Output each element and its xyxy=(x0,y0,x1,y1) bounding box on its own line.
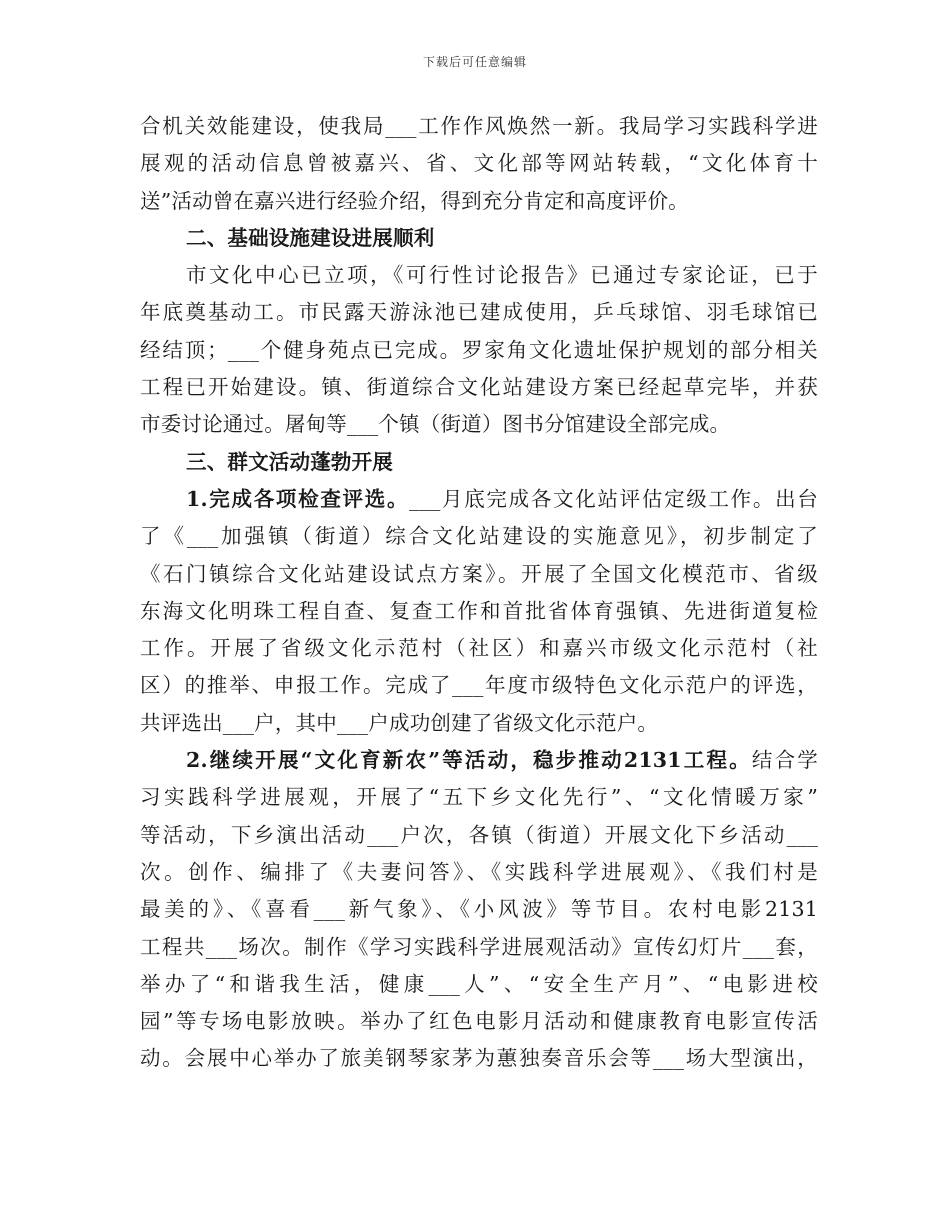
paragraph-line: 工程共___场次。制作《学习实践科学进展观活动》宣传幻灯片___套， xyxy=(140,934,818,959)
paragraph-text: ___月底完成各文化站评估定级工作。出台 xyxy=(409,486,818,511)
paragraph-line: 习实践科学进展观，开展了“五下乡文化先行”、“文化情暖万家” xyxy=(140,785,818,810)
paragraph-line xyxy=(140,481,818,518)
subsection-heading-inspection: 1.完成各项检查评选。 xyxy=(186,486,410,511)
paragraph-line: 市委讨论通过。屠甸等___个镇（街道）图书分馆建设全部完成。 xyxy=(140,412,731,437)
paragraph-line: 送”活动曾在嘉兴进行经验介绍，得到充分肯定和高度评价。 xyxy=(140,188,689,213)
subsection-heading-new-farmers: 2.继续开展“文化育新农”等活动，稳步推动2131工程。 xyxy=(186,748,752,773)
paragraph-line: 《石门镇综合文化站建设试点方案》。开展了全国文化模范市、省级 xyxy=(140,561,818,586)
paragraph-line: 动。会展中心举办了旅美钢琴家茅为蕙独奏音乐会等___场大型演出， xyxy=(140,1046,818,1071)
document-body xyxy=(140,108,818,1078)
paragraph-line: 工程已开始建设。镇、街道综合文化站建设方案已经起草完毕，并获 xyxy=(140,375,818,400)
paragraph-line: 市文化中心已立项，《可行性讨论报告》已通过专家论证，已于 xyxy=(186,263,818,288)
paragraph-line: 合机关效能建设，使我局___工作作风焕然一新。我局学习实践科学进 xyxy=(140,114,818,138)
paragraph-line: 次。创作、编排了《夫妻问答》、《实践科学进展观》、《我们村是 xyxy=(140,859,818,884)
paragraph-line: 东海文化明珠工程自查、复查工作和首批省体育强镇、先进街道复检 xyxy=(140,598,818,623)
section-heading-mass-culture: 三、群文活动蓬勃开展 xyxy=(186,449,393,474)
paragraph-line: 工作。开展了省级文化示范村（社区）和嘉兴市级文化示范村（社 xyxy=(140,636,818,661)
paragraph-line: 举办了“和谐我生活，健康___人”、“安全生产月”、“电影进校 xyxy=(140,971,818,996)
paragraph-text: 结合学 xyxy=(751,748,818,773)
section-heading-infrastructure: 二、基础设施建设进展顺利 xyxy=(186,225,435,250)
paragraph-line: 区）的推举、申报工作。完成了___年度市级特色文化示范户的评选， xyxy=(140,673,818,698)
paragraph-line: 共评选出___户，其中___户成功创建了省级文化示范户。 xyxy=(140,710,659,735)
page-header-note: 下载后可任意编辑 xyxy=(422,55,527,69)
paragraph-line xyxy=(140,742,818,779)
paragraph-line: 园”等专场电影放映。举办了红色电影月活动和健康教育电影宣传活 xyxy=(140,1009,818,1034)
paragraph-line: 展观的活动信息曾被嘉兴、省、文化部等网站转载，“文化体育十 xyxy=(140,151,818,176)
paragraph-line: 最美的》、《喜看___新气象》、《小风波》等节目。农村电影2131 xyxy=(140,897,818,922)
paragraph-line: 年底奠基动工。市民露天游泳池已建成使用，乒乓球馆、羽毛球馆已 xyxy=(140,300,818,325)
paragraph-line: 经结顶；___个健身苑点已完成。罗家角文化遗址保护规划的部分相关 xyxy=(140,337,818,362)
paragraph-line: 了《___加强镇（街道）综合文化站建设的实施意见》，初步制定了 xyxy=(140,524,818,549)
paragraph-line: 等活动，下乡演出活动___户次，各镇（街道）开展文化下乡活动___ xyxy=(140,822,818,847)
